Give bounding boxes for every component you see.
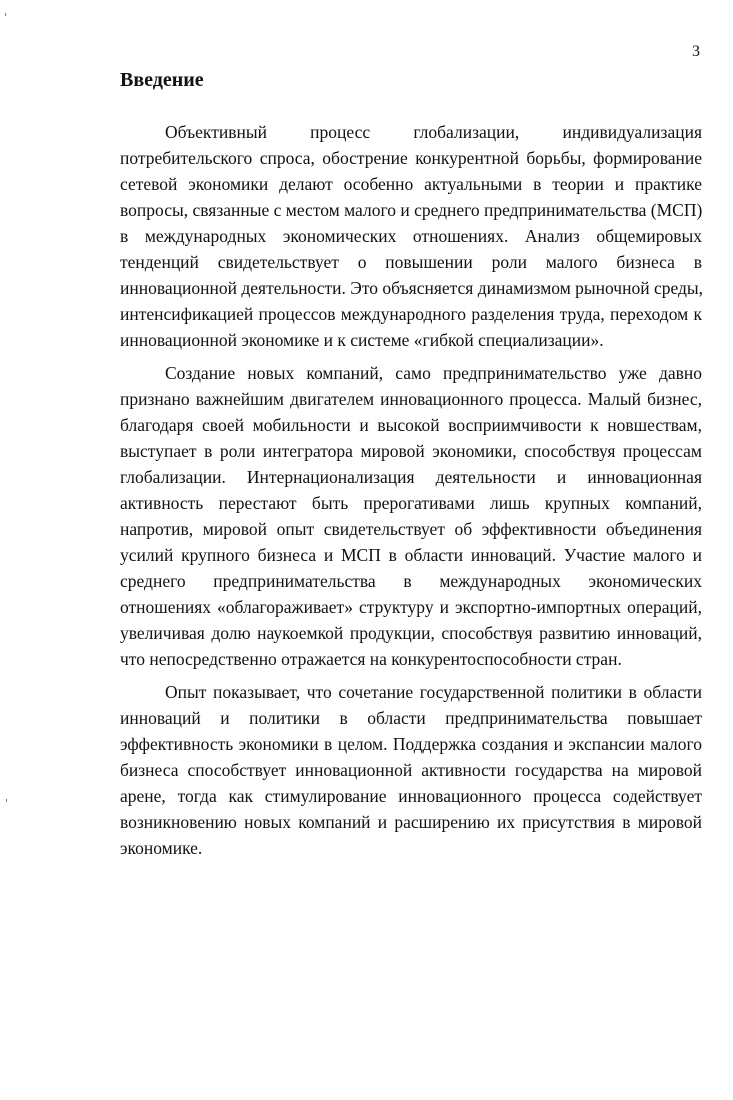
text-line: эффективность экономики в целом. Поддержка создания и экспансии малого [120, 734, 702, 754]
text-line: отношениях «облагораживает» структуру и экспортно-импортных операций, [120, 597, 702, 617]
text-line: экономике. [120, 838, 203, 858]
section-heading: Введение [120, 69, 204, 91]
text-line: активность перестают быть прерогативами лишь крупных компаний, [120, 493, 702, 513]
text-line: арене, тогда как стимулирование инновационного процесса содействует [120, 786, 702, 806]
text-line: сетевой экономики делают особенно актуальными в теории и практике [120, 174, 702, 194]
text-line: признано важнейшим двигателем инновационного процесса. Малый бизнес, [120, 389, 702, 409]
paragraph-3 [120, 679, 702, 861]
paragraph-1 [120, 119, 702, 353]
text-line: бизнеса способствует инновационной активности государства на мировой [120, 760, 702, 780]
scan-speck [6, 799, 7, 802]
text-line: напротив, мировой опыт свидетельствует об эффективности объединения [120, 519, 702, 539]
text-line: среднего предпринимательства в международных экономических [120, 571, 702, 591]
text-line: Объективный процесс глобализации, индивидуализация [165, 122, 702, 142]
text-line: Создание новых компаний, само предпринимательство уже давно [165, 363, 702, 383]
page-number: 3 [692, 43, 700, 60]
text-line: инновационной экономике и к системе «гибкой специализации». [120, 330, 604, 350]
text-line: выступает в роли интегратора мировой экономики, способствуя процессам [120, 441, 702, 461]
text-line: увеличивая долю наукоемкой продукции, способствуя развитию инноваций, [120, 623, 702, 643]
text-line: инноваций и политики в области предпринимательства повышает [120, 708, 702, 728]
text-line: усилий крупного бизнеса и МСП в области инноваций. Участие малого и [120, 545, 702, 565]
text-line: вопросы, связанные с местом малого и среднего предпринимательства (МСП) [120, 200, 703, 220]
text-line: благодаря своей мобильности и высокой восприимчивости к новшествам, [120, 415, 702, 435]
text-line: Опыт показывает, что сочетание государственной политики в области [165, 682, 702, 702]
text-line: потребительского спроса, обострение конкурентной борьбы, формирование [120, 148, 702, 168]
text-line: интенсификацией процессов международного разделения труда, переходом к [120, 304, 702, 324]
text-line: возникновению новых компаний и расширению их присутствия в мировой [120, 812, 702, 832]
text-line: глобализации. Интернационализация деятельности и инновационная [120, 467, 702, 487]
text-line: в международных экономических отношениях. Анализ общемировых [120, 226, 702, 246]
text-line: тенденций свидетельствует о повышении роли малого бизнеса в [120, 252, 702, 272]
body-text [120, 119, 702, 868]
scan-speck [5, 13, 6, 16]
text-line: инновационной деятельности. Это объясняется динамизмом рыночной среды, [120, 278, 704, 298]
text-line: что непосредственно отражается на конкурентоспособности стран. [120, 649, 622, 669]
paragraph-2 [120, 360, 702, 672]
